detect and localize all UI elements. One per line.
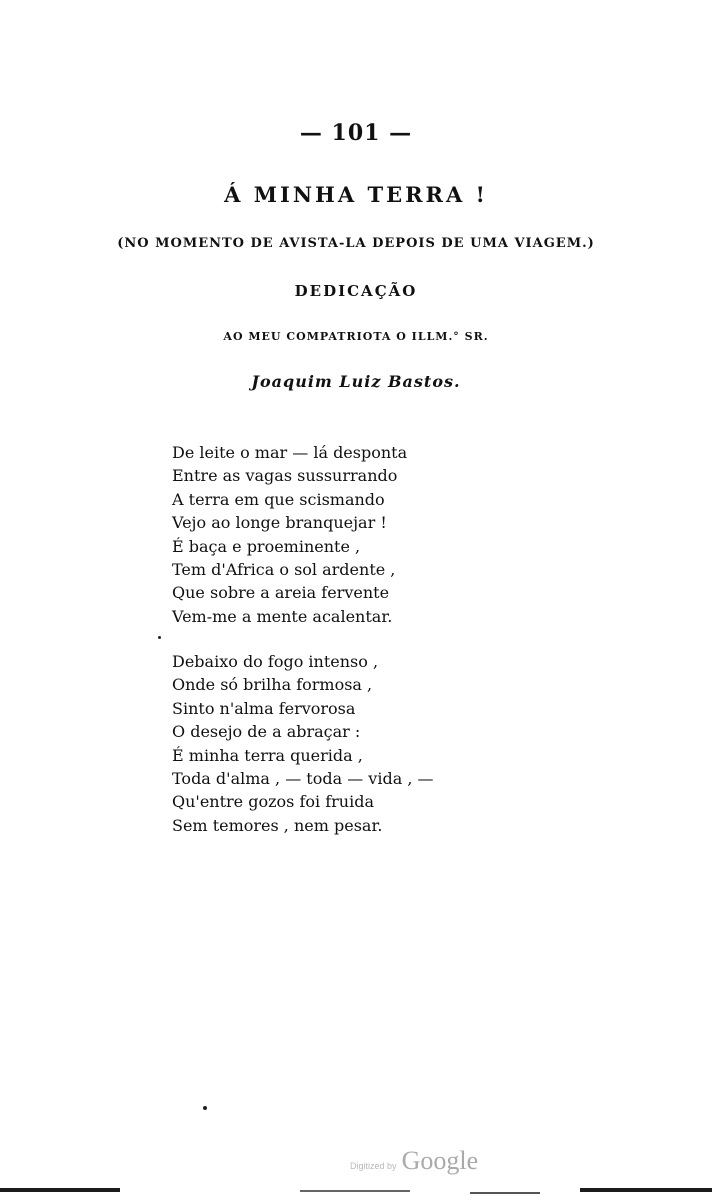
dedication-line: AO MEU COMPATRIOTA O ILLM.° SR. [223,330,489,343]
stanza-2 [172,650,434,837]
verse-line: Qu'entre gozos foi fruida [172,792,374,812]
verse-line: Entre as vagas sussurrando [172,466,398,486]
poem-title: Á MINHA TERRA ! [224,182,488,207]
stanza-1 [172,441,407,628]
dedicatee-name: Joaquim Luiz Bastos. [251,372,461,391]
verse-line: Debaixo do fogo intenso , [172,652,379,671]
verse-line: É minha terra querida , [172,745,363,765]
google-logo: Google [401,1146,479,1175]
verse-line: Onde só brilha formosa , [172,675,373,695]
verse-line: Sem temores , nem pesar. [172,815,383,835]
page-number: — 101 — [299,120,413,146]
dedication-heading: DEDICAÇÃO [294,282,418,300]
verse-line: Toda d'alma , — toda — vida , — [172,769,434,789]
verse-line: Tem d'Africa o sol ardente , [172,560,396,580]
digitized-watermark [350,1146,478,1176]
verse-line: Vem-me a mente acalentar. [172,606,393,626]
poem-subtitle: (NO MOMENTO DE AVISTA-LA DEPOIS DE UMA VIAGEM.) [117,236,595,251]
verse-line: O desejo de a abraçar : [172,722,361,742]
scan-speck [158,636,161,639]
scan-speck [203,1106,207,1110]
page-edge-shadow [300,1190,410,1192]
page-edge-shadow [470,1192,540,1194]
verse-line: Sinto n'alma fervorosa [172,698,356,718]
verse-line: É baça e proeminente , [172,536,361,556]
verse-line: Que sobre a areia fervente [172,583,390,603]
verse-line: De leite o mar — lá desponta [172,443,408,462]
verse-line: A terra em que scismando [172,489,385,509]
page-edge-shadow [580,1188,712,1192]
page-edge-shadow [0,1188,120,1192]
verse-line: Vejo ao longe branquejar ! [172,513,387,533]
watermark-prefix: Digitized by [350,1161,397,1171]
